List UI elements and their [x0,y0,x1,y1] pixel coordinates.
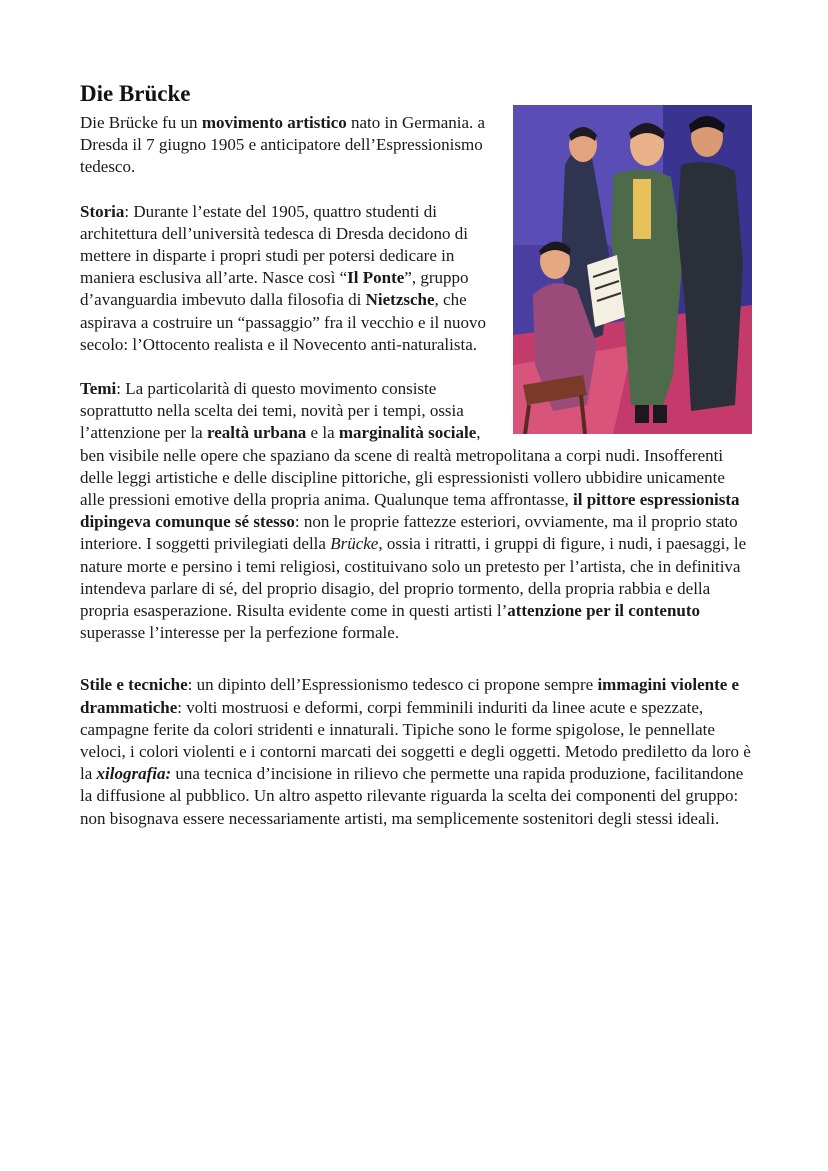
temi-bold-2: marginalità sociale [338,423,477,443]
storia-text-3: , che aspirava a costruire un “passaggio” fra il vecchio e il nuovo secolo: l’Ottocento realista e il Novecento anti-naturalista. [80,290,486,354]
expressionist-group-portrait-painting-icon [513,105,752,434]
document-title: Die Brücke [80,81,191,106]
storia-bold-2: Nietzsche [365,290,435,310]
intro-bold-1: movimento artistico [201,113,347,132]
storia-label: Storia [80,201,125,221]
temi-text-3: , ben visibile nelle opere che spaziano da scene di realtà metropolitana a corpi nudi. Insofferenti delle leggi artistiche e delle discipline pittoriche, gli espressionisti vollero ubbidire unicamente alle pressioni emotive della propria anima. Qualunque tema affrontasse, [80,423,725,510]
temi-label: Temi [80,379,117,399]
stile-text-2: : volti mostruosi e deformi, corpi femminili induriti da linee acute e spezzate, campagne ferite da colori stridenti e innaturali. Tipiche sono le forme spigolose, le pennellate veloci, i colori violenti e i contorni marcati dei soggetti e degli oggetti. Metodo prediletto da loro è la [80,697,751,784]
stile-text-1: : un dipinto dell’Espressionismo tedesco ci propone sempre [187,675,598,695]
storia-text-1: : Durante l’estate del 1905, quattro studenti di architettura dell’università tedesca di Dresda decidono di mettere in disparte i propri studi per potersi dedicare in maniera esclusiva all’arte. Nasce così “ [80,201,469,288]
intro-text-2: nato in Germania. a Dresda il 7 giugno 1905 e anticipatore dell’Espressionismo tedesco. [80,113,486,177]
stile-text-3: una tecnica d’incisione in rilievo che permette una rapida produzione, facilitandone la diffusione al pubblico. Un altro aspetto rilevante riguarda la scelta dei componenti del gruppo: non bisognava essere necessariamente artisti, ma semplicemente sostenitori degli stessi ideali. [80,764,744,828]
temi-bold-4: attenzione per il contenuto [507,601,701,621]
storia-text-2: ”, gruppo d’avanguardia imbevuto dalla filosofia di [80,268,469,310]
stile-label: Stile e tecniche [80,675,188,695]
painting-image [513,105,752,434]
intro-text-1: Die Brücke fu un [80,113,202,132]
stile-bold-italic-1: xilografia: [96,764,172,784]
stile-bold-1: immagini violente e drammatiche [80,675,740,717]
temi-bold-3: il pittore espressionista dipingeva comunque sé stesso [80,490,740,532]
storia-bold-1: Il Ponte [347,268,405,288]
temi-text-1: : La particolarità di questo movimento consiste soprattutto nella scelta dei temi, novità per i tempi, ossia l’attenzione per la [80,379,464,443]
temi-italic-1: Brücke [330,534,379,554]
stile-paragraph [80,674,752,829]
temi-text-6: superasse l’interesse per la perfezione formale. [80,623,400,643]
temi-text-4: : non le proprie fattezze esteriori, ovviamente, ma il proprio stato interiore. I soggetti privilegiati della [80,512,738,554]
document-page [80,80,752,830]
temi-text-5: , ossia i ritratti, i gruppi di figure, i nudi, i paesaggi, le nature morte e persino i temi religiosi, costituivano solo un pretesto per l’artista, che in definitiva intendeva parlare di sé, del proprio disagio, del proprio tormento, della propria rabbia e della propria esasperazione. Risulta evidente come in questi artisti l’ [80,534,747,621]
temi-text-2: e la [306,423,339,443]
temi-bold-1: realtà urbana [206,423,307,443]
